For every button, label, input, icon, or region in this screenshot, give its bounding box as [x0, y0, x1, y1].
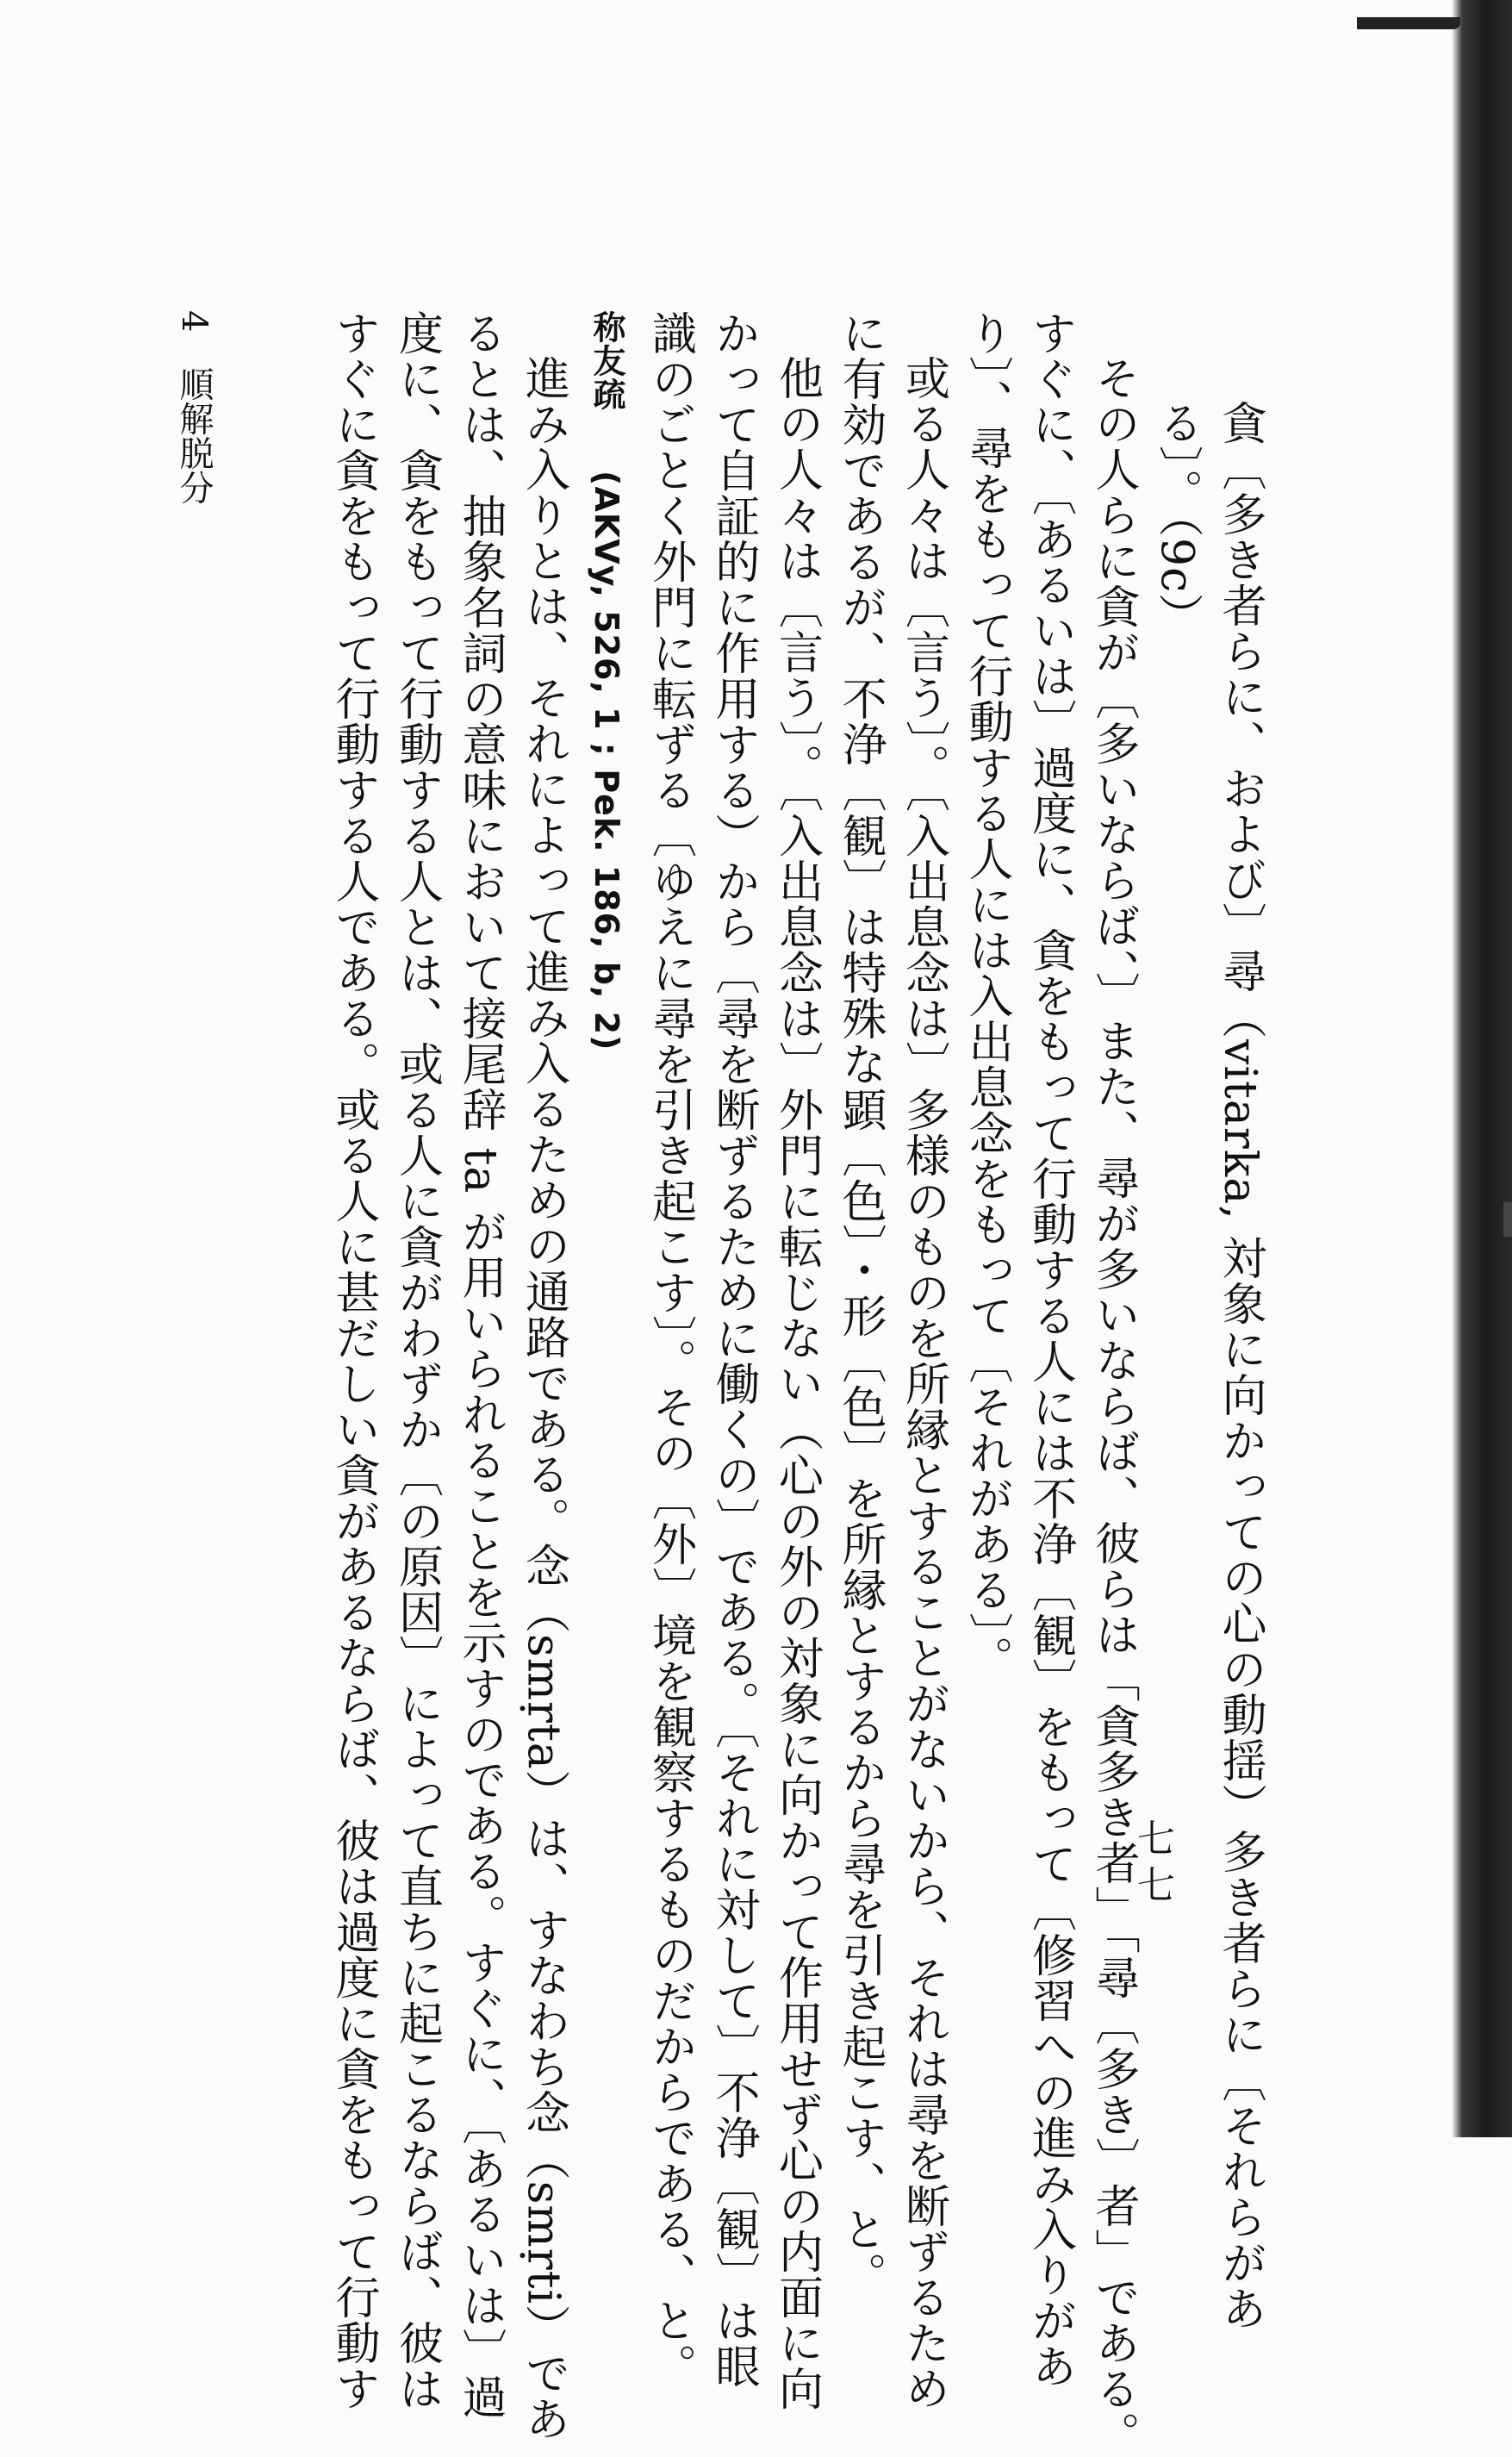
- text-line: 他の人々は〔言う〕。〔入出息念は〕外門に転じない（心の外の対象に向かって作用せず心の内面に向: [770, 355, 823, 2411]
- section-title: 4 順解脱分: [174, 310, 214, 505]
- text-line: 識のごとく外門に転ずる〔ゆえに尋を引き起こす〕。その〔外〕境を観察するものだからである、と。: [644, 310, 696, 2389]
- text-line: 進み入りとは、それによって進み入るための通路である。念（smṛta）は、すなわち念（smṛti）であ: [517, 355, 569, 2442]
- scan-speck: [1503, 1202, 1512, 1237]
- text-line: 貪〔多き者らに、および〕尋（vitarka, 対象に向かっての心の動揺）多き者らに〔それらがあ: [1214, 400, 1266, 2332]
- main-text: [321, 310, 1272, 2457]
- text-line: すぐに貪をもって行動する人である。或る人に甚だしい貪があるならば、彼は過度に貪をもって行動す: [327, 310, 379, 2411]
- text-line: るとは、抽象名詞の意味において接尾辞 ta が用いられることを示すのである。すぐに、〔あるいは〕過: [454, 310, 506, 2420]
- text-line: すぐに、〔あるいは〕過度に、貪をもって行動する人には不浄〔観〕をもって〔修習への進み入りがあ: [1024, 310, 1076, 2389]
- commentary-label: 称友疏: [588, 310, 625, 411]
- commentary-reference: (AKVy, 526, 1 ; Pek. 186, b, 2): [588, 471, 625, 1051]
- text-line: 或る人々は〔言う〕。〔入出息念は〕多様のものを所縁とすることがないから、それは尋を断ずるため: [897, 355, 949, 2411]
- text-line: その人らに貪が〔多いならば、〕また、尋が多いならば、彼らは「貪多き者」「尋〔多き〕者」である。: [1087, 355, 1139, 2457]
- text-line: かって自証的に作用する）から〔尋を断ずるために働くの〕である。〔それに対して〕不浄〔観〕は眼: [707, 310, 759, 2389]
- page-number: 七七: [1130, 1818, 1174, 1911]
- text-line: に有効であるが、不浄〔観〕は特殊な顕〔色〕・形〔色〕を所縁とするから尋を引き起こす、と。: [834, 310, 886, 2298]
- commentary-heading: [575, 310, 638, 1948]
- binding-mark: [1357, 17, 1460, 29]
- binding-shadow: [1452, 0, 1512, 2137]
- text-line: る〕。（9c）: [1150, 400, 1203, 639]
- text-line: り〕、尋をもって行動する人には入出息念をもって〔それがある〕。: [961, 310, 1012, 1681]
- text-line: 度に、貪をもって行動する人とは、或る人に貪がわずか〔の原因〕によって直ちに起こるならば、彼は: [390, 310, 443, 2411]
